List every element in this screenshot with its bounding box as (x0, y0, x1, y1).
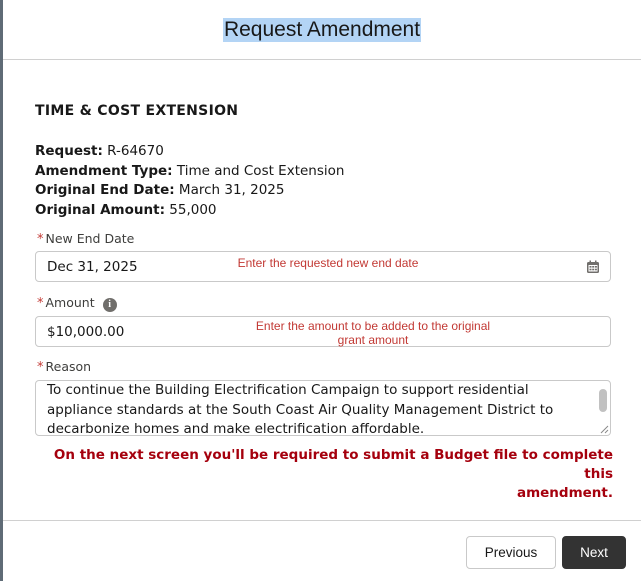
section-title: TIME & COST EXTENSION (35, 103, 239, 119)
new-end-date-hint: Enter the requested new end date (237, 256, 419, 270)
amendment-modal (3, 0, 641, 581)
info-label: Amendment Type: (35, 162, 173, 179)
amount-label (37, 295, 117, 312)
request-info (35, 142, 344, 221)
budget-warning (33, 446, 613, 503)
info-label: Request: (35, 143, 103, 159)
reason-value: To continue the Building Electrification Campaign to support residential appliance standards at the South Coast Air Quality Management District to decarbonize homes and make electrification affordable. (47, 382, 554, 436)
required-marker: * (37, 360, 44, 375)
info-value: Time and Cost Extension (176, 162, 345, 179)
amount-hint-line: Enter the amount to be added to the original (255, 319, 491, 333)
resize-handle-icon[interactable] (600, 425, 609, 434)
info-value: 55,000 (169, 202, 217, 219)
new-end-date-value: Dec 31, 2025 (47, 258, 138, 275)
info-original-end-date (35, 181, 344, 201)
warning-line: On the next screen you'll be required to submit a Budget file to complete this (53, 447, 613, 482)
info-original-amount (35, 201, 344, 221)
info-value: March 31, 2025 (178, 182, 285, 199)
info-value: R-64670 (107, 143, 164, 159)
amount-value: $10,000.00 (47, 323, 125, 340)
amount-hint (243, 319, 503, 347)
label-text: New End Date (45, 231, 135, 246)
reason-textarea[interactable] (35, 380, 611, 436)
required-marker: * (37, 296, 44, 311)
info-amendment-type (35, 162, 344, 182)
textarea-scrollbar[interactable] (599, 389, 607, 412)
modal-title: Request Amendment (223, 17, 421, 41)
calendar-icon[interactable] (586, 260, 600, 274)
info-request (35, 142, 344, 162)
new-end-date-label (37, 231, 134, 247)
info-icon[interactable]: i (103, 298, 117, 312)
modal-footer (3, 520, 641, 581)
reason-label (37, 359, 91, 375)
previous-button[interactable]: Previous (466, 536, 556, 569)
next-button[interactable]: Next (562, 536, 626, 569)
warning-line: amendment. (516, 485, 613, 501)
modal-header (3, 0, 641, 60)
info-label: Original Amount: (35, 202, 165, 219)
label-text: Reason (45, 359, 92, 374)
modal-body (3, 61, 641, 520)
label-text: Amount (45, 295, 95, 310)
info-label: Original End Date: (35, 182, 175, 199)
amount-hint-line: grant amount (337, 333, 409, 347)
required-marker: * (37, 232, 44, 247)
